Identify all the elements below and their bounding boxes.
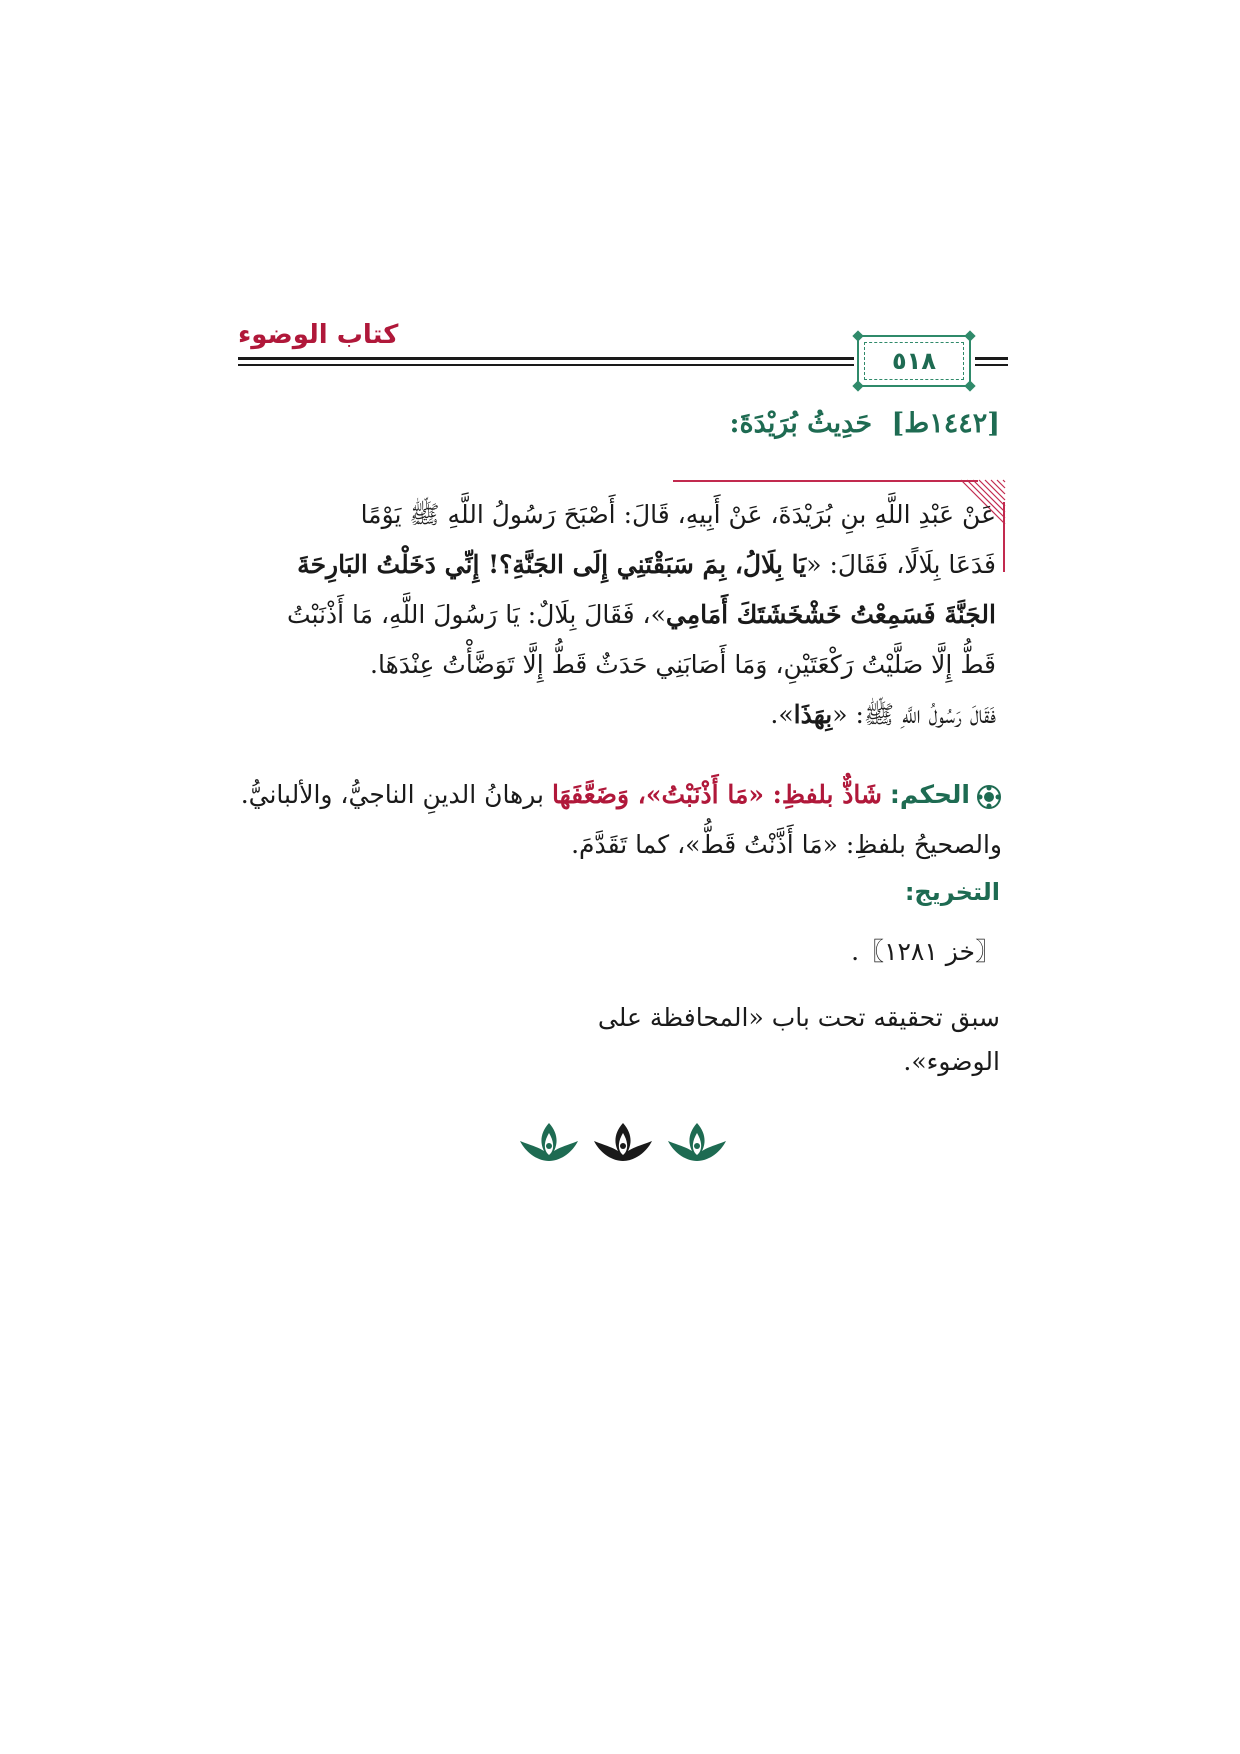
takhrij-reference: 〖خز ١٢٨١〗. — [851, 937, 1000, 966]
ruling-rest: برهانُ الدينِ الناجيُّ، والألبانيُّ. — [240, 780, 544, 809]
ruling-section — [232, 770, 1002, 870]
frame-line — [673, 480, 978, 482]
ruling-line — [232, 770, 1002, 820]
hadith-title: حَدِيثُ بُرَيْدَةَ: — [729, 408, 873, 439]
ruling-verdict: شَاذٌّ بلفظِ: «مَا أَذْنَبْتُ»، وَضَعَّفَهَا — [551, 780, 882, 809]
header-rule — [975, 357, 1008, 360]
hadith-number: [١٤٤٢ط] — [891, 408, 1000, 439]
page-number-badge — [857, 335, 971, 387]
hadith-line: قَطُّ إِلَّا صَلَّيْتُ رَكْعَتَيْنِ، وَمَا أَصَابَنِي حَدَثٌ قَطُّ إِلَّا تَوَضَّأْتُ عِنْدَهَا. — [370, 650, 996, 679]
closing-ornaments — [518, 1118, 728, 1168]
hadith-line: فَدَعَا بِلَالًا، فَقَالَ: «يَا بِلَالُ، بِمَ سَبَقْتَنِي إِلَى الجَنَّةِ؟! إِنِّي دَخَلْتُ البَارِحَةَ — [297, 550, 996, 579]
hadith-line: فَقَالَ رَسُولُ اللَّهِ ﷺ: «بِهَذَا». — [770, 700, 996, 729]
hadith-line: عَنْ عَبْدِ اللَّهِ بنِ بُرَيْدَةَ، عَنْ أَبِيهِ، قَالَ: أَصْبَحَ رَسُولُ اللَّهِ ﷺ يَوْمًا — [360, 500, 996, 529]
flower-ornament-icon — [976, 784, 1002, 810]
ruling-line-2: والصحيحُ بلفظِ: «مَا أَذَّنْتُ قَطُّ»، كما تَقَدَّمَ. — [571, 830, 1002, 859]
header-rule — [238, 357, 854, 360]
header-rule — [238, 364, 854, 366]
hadith-heading — [560, 404, 1000, 444]
lotus-ornament-icon — [592, 1121, 654, 1165]
lotus-ornament-icon — [518, 1121, 580, 1165]
page-number: ٥١٨ — [892, 347, 936, 375]
book-title: كتاب الوضوء — [238, 320, 399, 350]
lotus-ornament-icon — [666, 1121, 728, 1165]
ruling-label: الحكم: — [889, 780, 970, 809]
hadith-text — [238, 490, 996, 740]
takhrij-heading: التخريج: — [904, 878, 1000, 906]
hadith-line: الجَنَّةَ فَسَمِعْتُ خَشْخَشَتَكَ أَمَامِي»، فَقَالَ بِلَالٌ: يَا رَسُولَ اللَّهِ، مَا أَذْنَبْتُ — [286, 600, 996, 629]
header-rule — [975, 364, 1008, 366]
takhrij-note: سبق تحقيقه تحت باب «المحافظة على الوضوء». — [597, 1003, 1000, 1076]
